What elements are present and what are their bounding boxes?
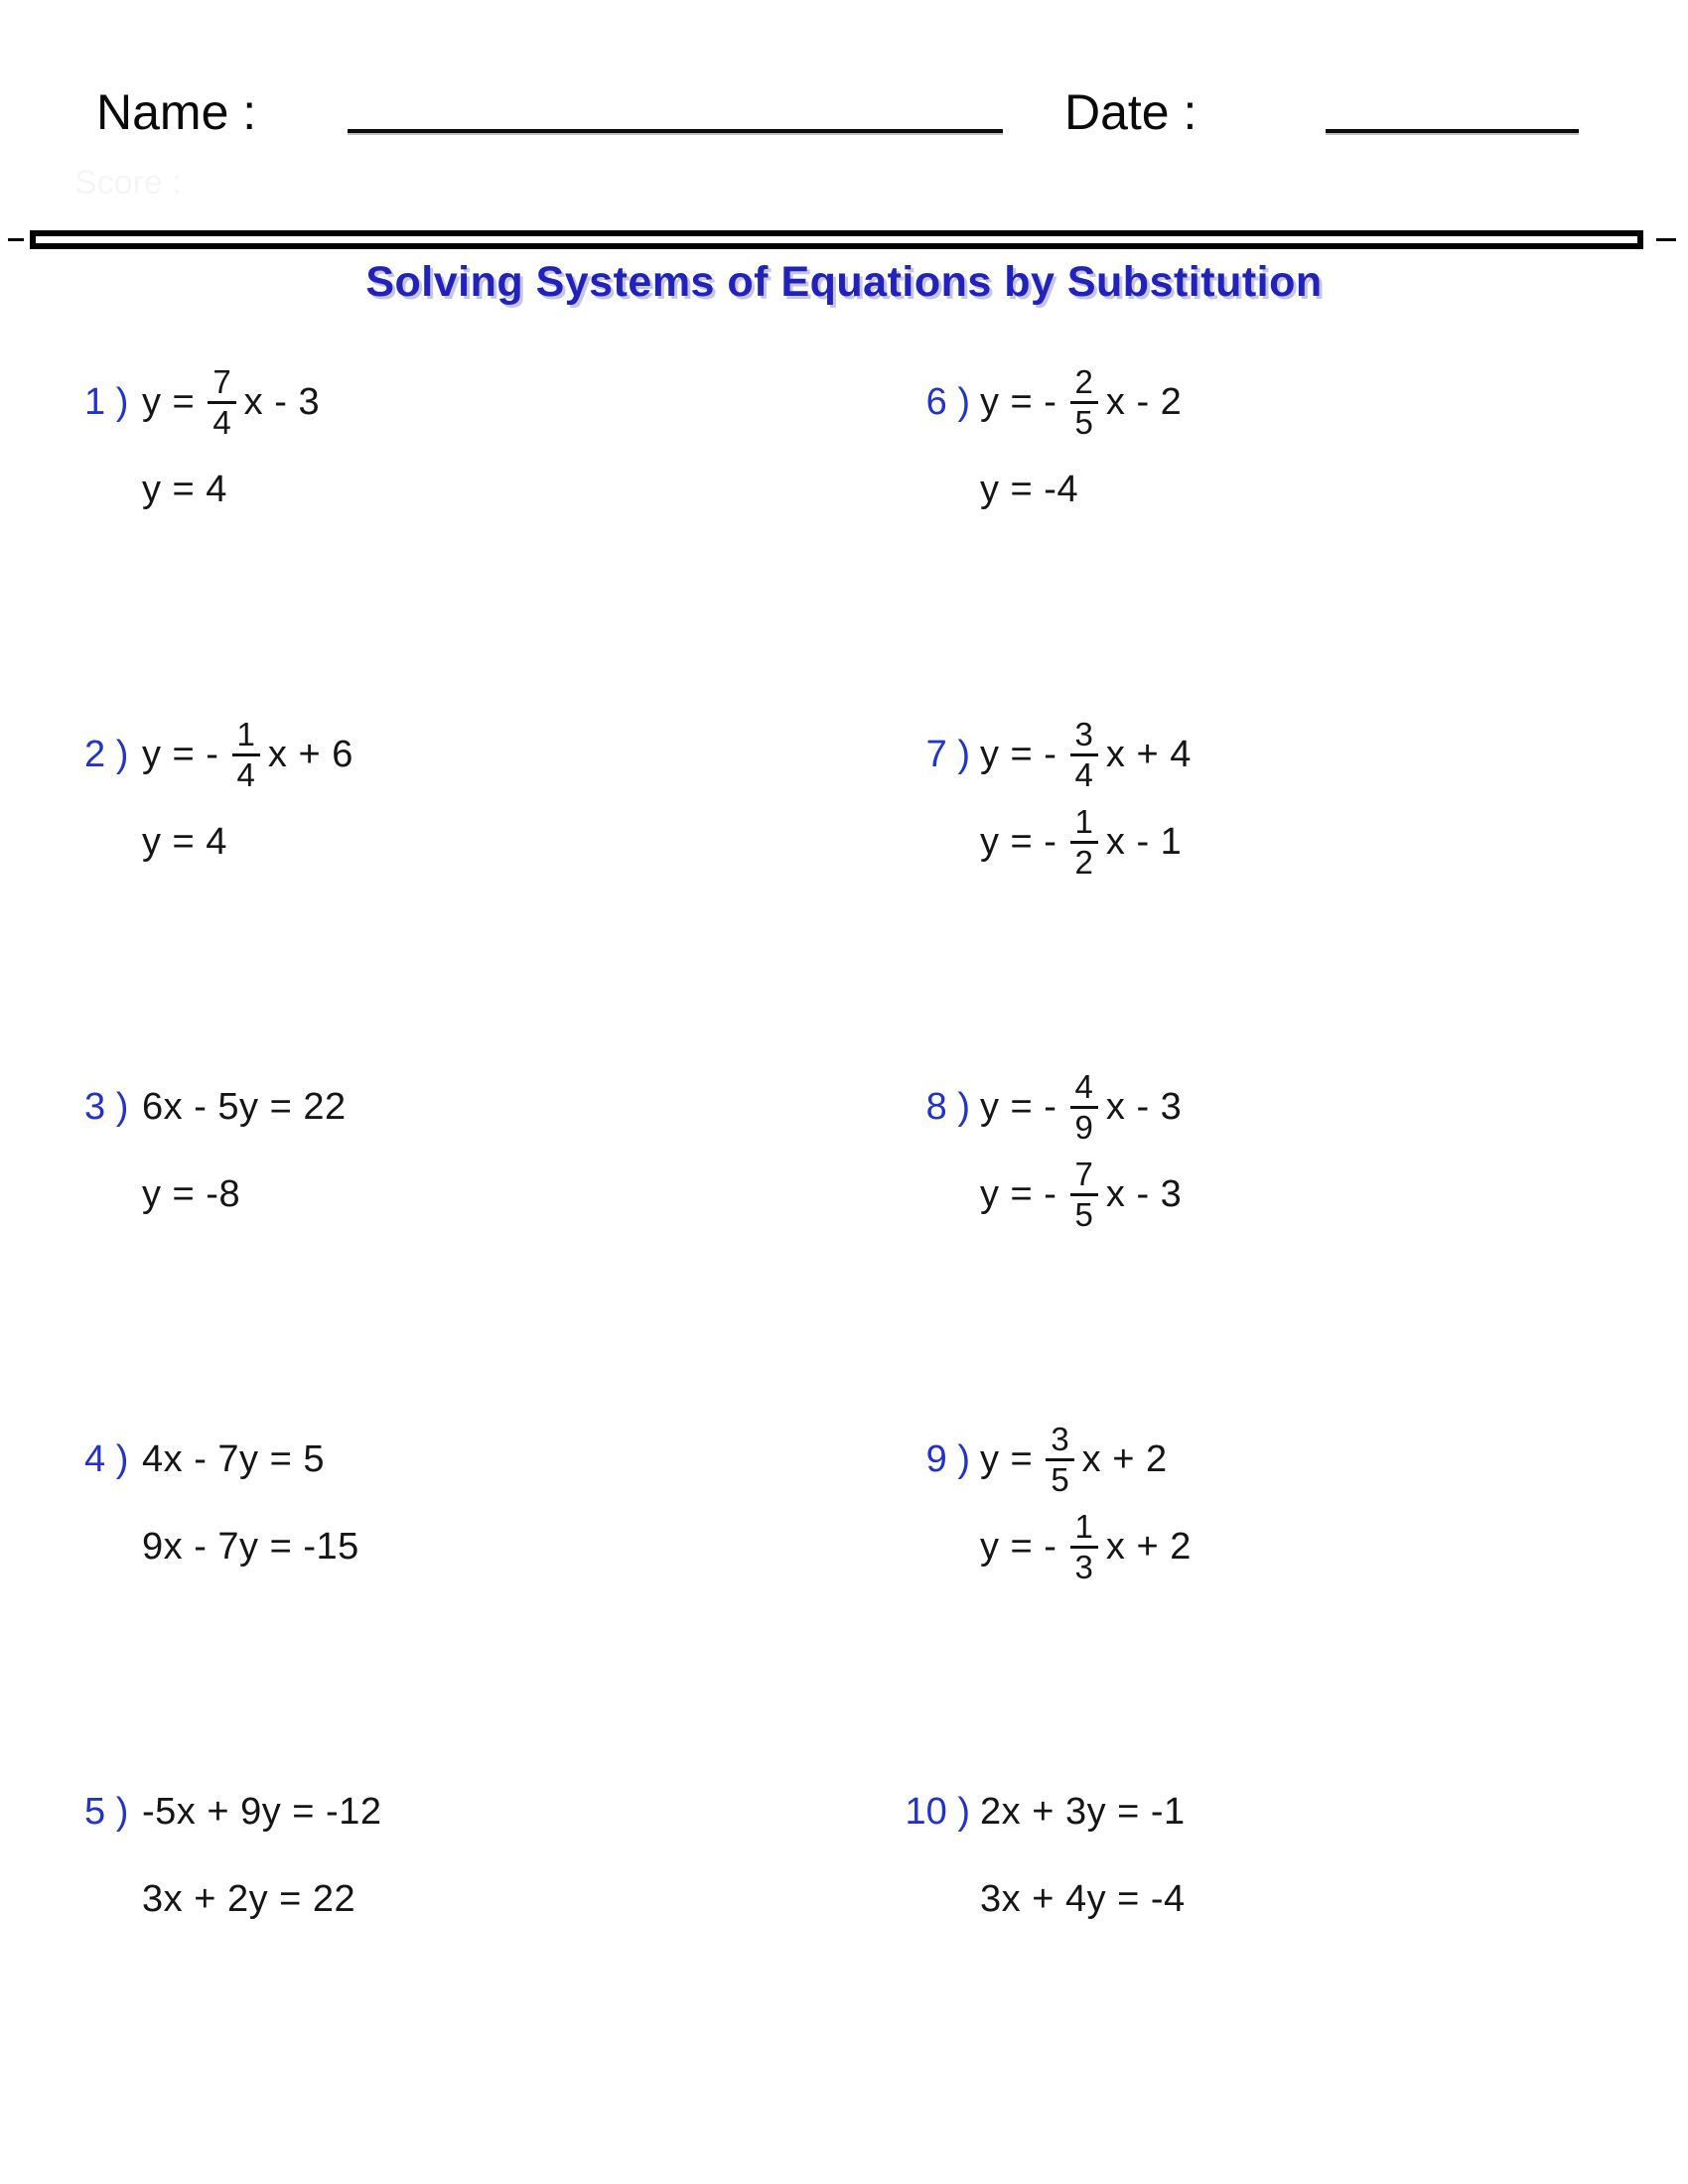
- equation-text: x - 2: [1105, 380, 1183, 423]
- fraction-denominator: 9: [1070, 1106, 1098, 1146]
- fraction-numerator: 3: [1051, 1420, 1069, 1457]
- equation-text: x + 2: [1105, 1525, 1192, 1568]
- problem-4: [84, 1416, 899, 1768]
- name-blank-line: [348, 129, 1003, 133]
- problem-5: [84, 1768, 899, 2120]
- fraction-numerator: 3: [1074, 715, 1093, 752]
- fraction: [1070, 364, 1098, 440]
- equation-text: y = -: [980, 733, 1068, 775]
- equation-line: [142, 1768, 381, 1855]
- equation-text: -5x + 9y = -12: [142, 1790, 382, 1833]
- equation-line: [980, 1768, 1186, 1855]
- equation-line: [142, 358, 320, 446]
- equation-line: [142, 1151, 347, 1238]
- equation-text: 6x - 5y = 22: [142, 1085, 347, 1128]
- problem-number: 6 ): [925, 380, 970, 423]
- fraction-numerator: 2: [1074, 362, 1093, 400]
- fraction-numerator: 4: [1074, 1067, 1093, 1105]
- fraction-denominator: 4: [208, 401, 235, 441]
- fraction-denominator: 3: [1070, 1546, 1098, 1585]
- equation-text: y = -: [980, 380, 1068, 423]
- equation-line: [980, 1855, 1186, 1943]
- equation-line: [142, 1503, 359, 1590]
- fraction-denominator: 5: [1070, 1193, 1098, 1233]
- equation-group: [980, 1416, 1192, 1590]
- problem-3: [84, 1063, 899, 1416]
- problem-10: [899, 1768, 1633, 2120]
- problem-number: 8 ): [925, 1085, 970, 1128]
- fraction-denominator: 5: [1046, 1458, 1073, 1498]
- problems-grid: [84, 358, 1633, 2120]
- fraction-denominator: 2: [1070, 841, 1098, 881]
- problem-9: [899, 1416, 1633, 1768]
- equation-line: [980, 446, 1182, 533]
- fraction: [208, 364, 235, 440]
- equation-line: [142, 1063, 347, 1151]
- equation-text: 3x + 4y = -4: [980, 1877, 1186, 1920]
- equation-text: y =: [142, 380, 207, 423]
- equation-group: [980, 358, 1182, 533]
- fraction: [1070, 1509, 1098, 1584]
- equation-line: [980, 1416, 1192, 1503]
- fraction: [1070, 804, 1098, 880]
- equation-text: 4x - 7y = 5: [142, 1437, 325, 1480]
- equation-text: y = -8: [142, 1172, 241, 1215]
- fraction: [1070, 1157, 1098, 1232]
- equation-text: x - 1: [1105, 820, 1183, 863]
- equation-line: [142, 711, 353, 798]
- equation-text: x + 4: [1105, 733, 1192, 775]
- equation-line: [980, 358, 1182, 446]
- equation-line: [142, 1855, 381, 1943]
- equation-line: [980, 1063, 1182, 1151]
- fraction: [1070, 717, 1098, 792]
- score-watermark: [74, 164, 182, 203]
- equation-text: y = 4: [142, 468, 227, 510]
- name-label: Name :: [96, 84, 257, 140]
- equation-text: x - 3: [1105, 1085, 1183, 1128]
- equation-group: [142, 1768, 381, 1943]
- equation-text: y = -: [980, 1525, 1068, 1568]
- equation-line: [980, 798, 1192, 886]
- equation-group: [142, 1063, 347, 1238]
- fraction-numerator: 1: [236, 715, 255, 752]
- equation-text: y = -: [980, 1172, 1068, 1215]
- equation-group: [142, 711, 353, 886]
- fraction-numerator: 7: [1074, 1155, 1093, 1192]
- date-label: Date :: [1064, 84, 1197, 140]
- problem-8: [899, 1063, 1633, 1416]
- equation-text: y = -4: [980, 468, 1079, 510]
- equation-text: x - 3: [1105, 1172, 1183, 1215]
- equation-line: [142, 1416, 359, 1503]
- fraction-denominator: 5: [1070, 401, 1098, 441]
- equation-text: x + 6: [267, 733, 353, 775]
- equation-text: 3x + 2y = 22: [142, 1877, 356, 1920]
- fraction-numerator: 1: [1074, 1507, 1093, 1545]
- equation-text: 2x + 3y = -1: [980, 1790, 1186, 1833]
- equation-group: [980, 1768, 1186, 1943]
- fraction: [232, 717, 260, 792]
- equation-text: 9x - 7y = -15: [142, 1525, 359, 1568]
- problem-number: 2 ): [84, 733, 129, 775]
- equation-text: y = -: [980, 1085, 1068, 1128]
- equation-line: [142, 798, 353, 886]
- problem-number: 9 ): [925, 1437, 970, 1480]
- header-divider-rule: [30, 230, 1643, 249]
- equation-text: y = -: [142, 733, 230, 775]
- fraction-denominator: 4: [1070, 753, 1098, 793]
- problem-number: 7 ): [925, 733, 970, 775]
- problem-number: 4 ): [84, 1437, 129, 1480]
- problem-number: 1 ): [84, 380, 129, 423]
- equation-group: [980, 711, 1192, 886]
- fraction-denominator: 4: [232, 753, 260, 793]
- problem-7: [899, 711, 1633, 1063]
- fraction-numerator: 1: [1074, 802, 1093, 840]
- equation-line: [980, 1151, 1182, 1238]
- problem-6: [899, 358, 1633, 711]
- fraction: [1070, 1069, 1098, 1145]
- equation-text: y = -: [980, 820, 1068, 863]
- page-title: Solving Systems of Equations by Substitution: [365, 258, 1323, 306]
- equation-line: [980, 711, 1192, 798]
- problem-number: 10 ): [905, 1790, 970, 1833]
- rule-left-dash: [8, 238, 24, 241]
- equation-text: y = 4: [142, 820, 227, 863]
- equation-group: [980, 1063, 1182, 1238]
- equation-group: [142, 1416, 359, 1590]
- problem-number: 5 ): [84, 1790, 129, 1833]
- equation-group: [142, 358, 320, 533]
- problem-2: [84, 711, 899, 1063]
- fraction: [1046, 1422, 1073, 1497]
- equation-text: y =: [980, 1437, 1045, 1480]
- fraction-numerator: 7: [212, 362, 231, 400]
- equation-line: [980, 1503, 1192, 1590]
- equation-text: x - 3: [243, 380, 321, 423]
- date-blank-line: [1326, 129, 1579, 133]
- rule-right-dash: [1656, 238, 1676, 241]
- problem-1: [84, 358, 899, 711]
- equation-line: [142, 446, 320, 533]
- problem-number: 3 ): [84, 1085, 129, 1128]
- equation-text: x + 2: [1081, 1437, 1168, 1480]
